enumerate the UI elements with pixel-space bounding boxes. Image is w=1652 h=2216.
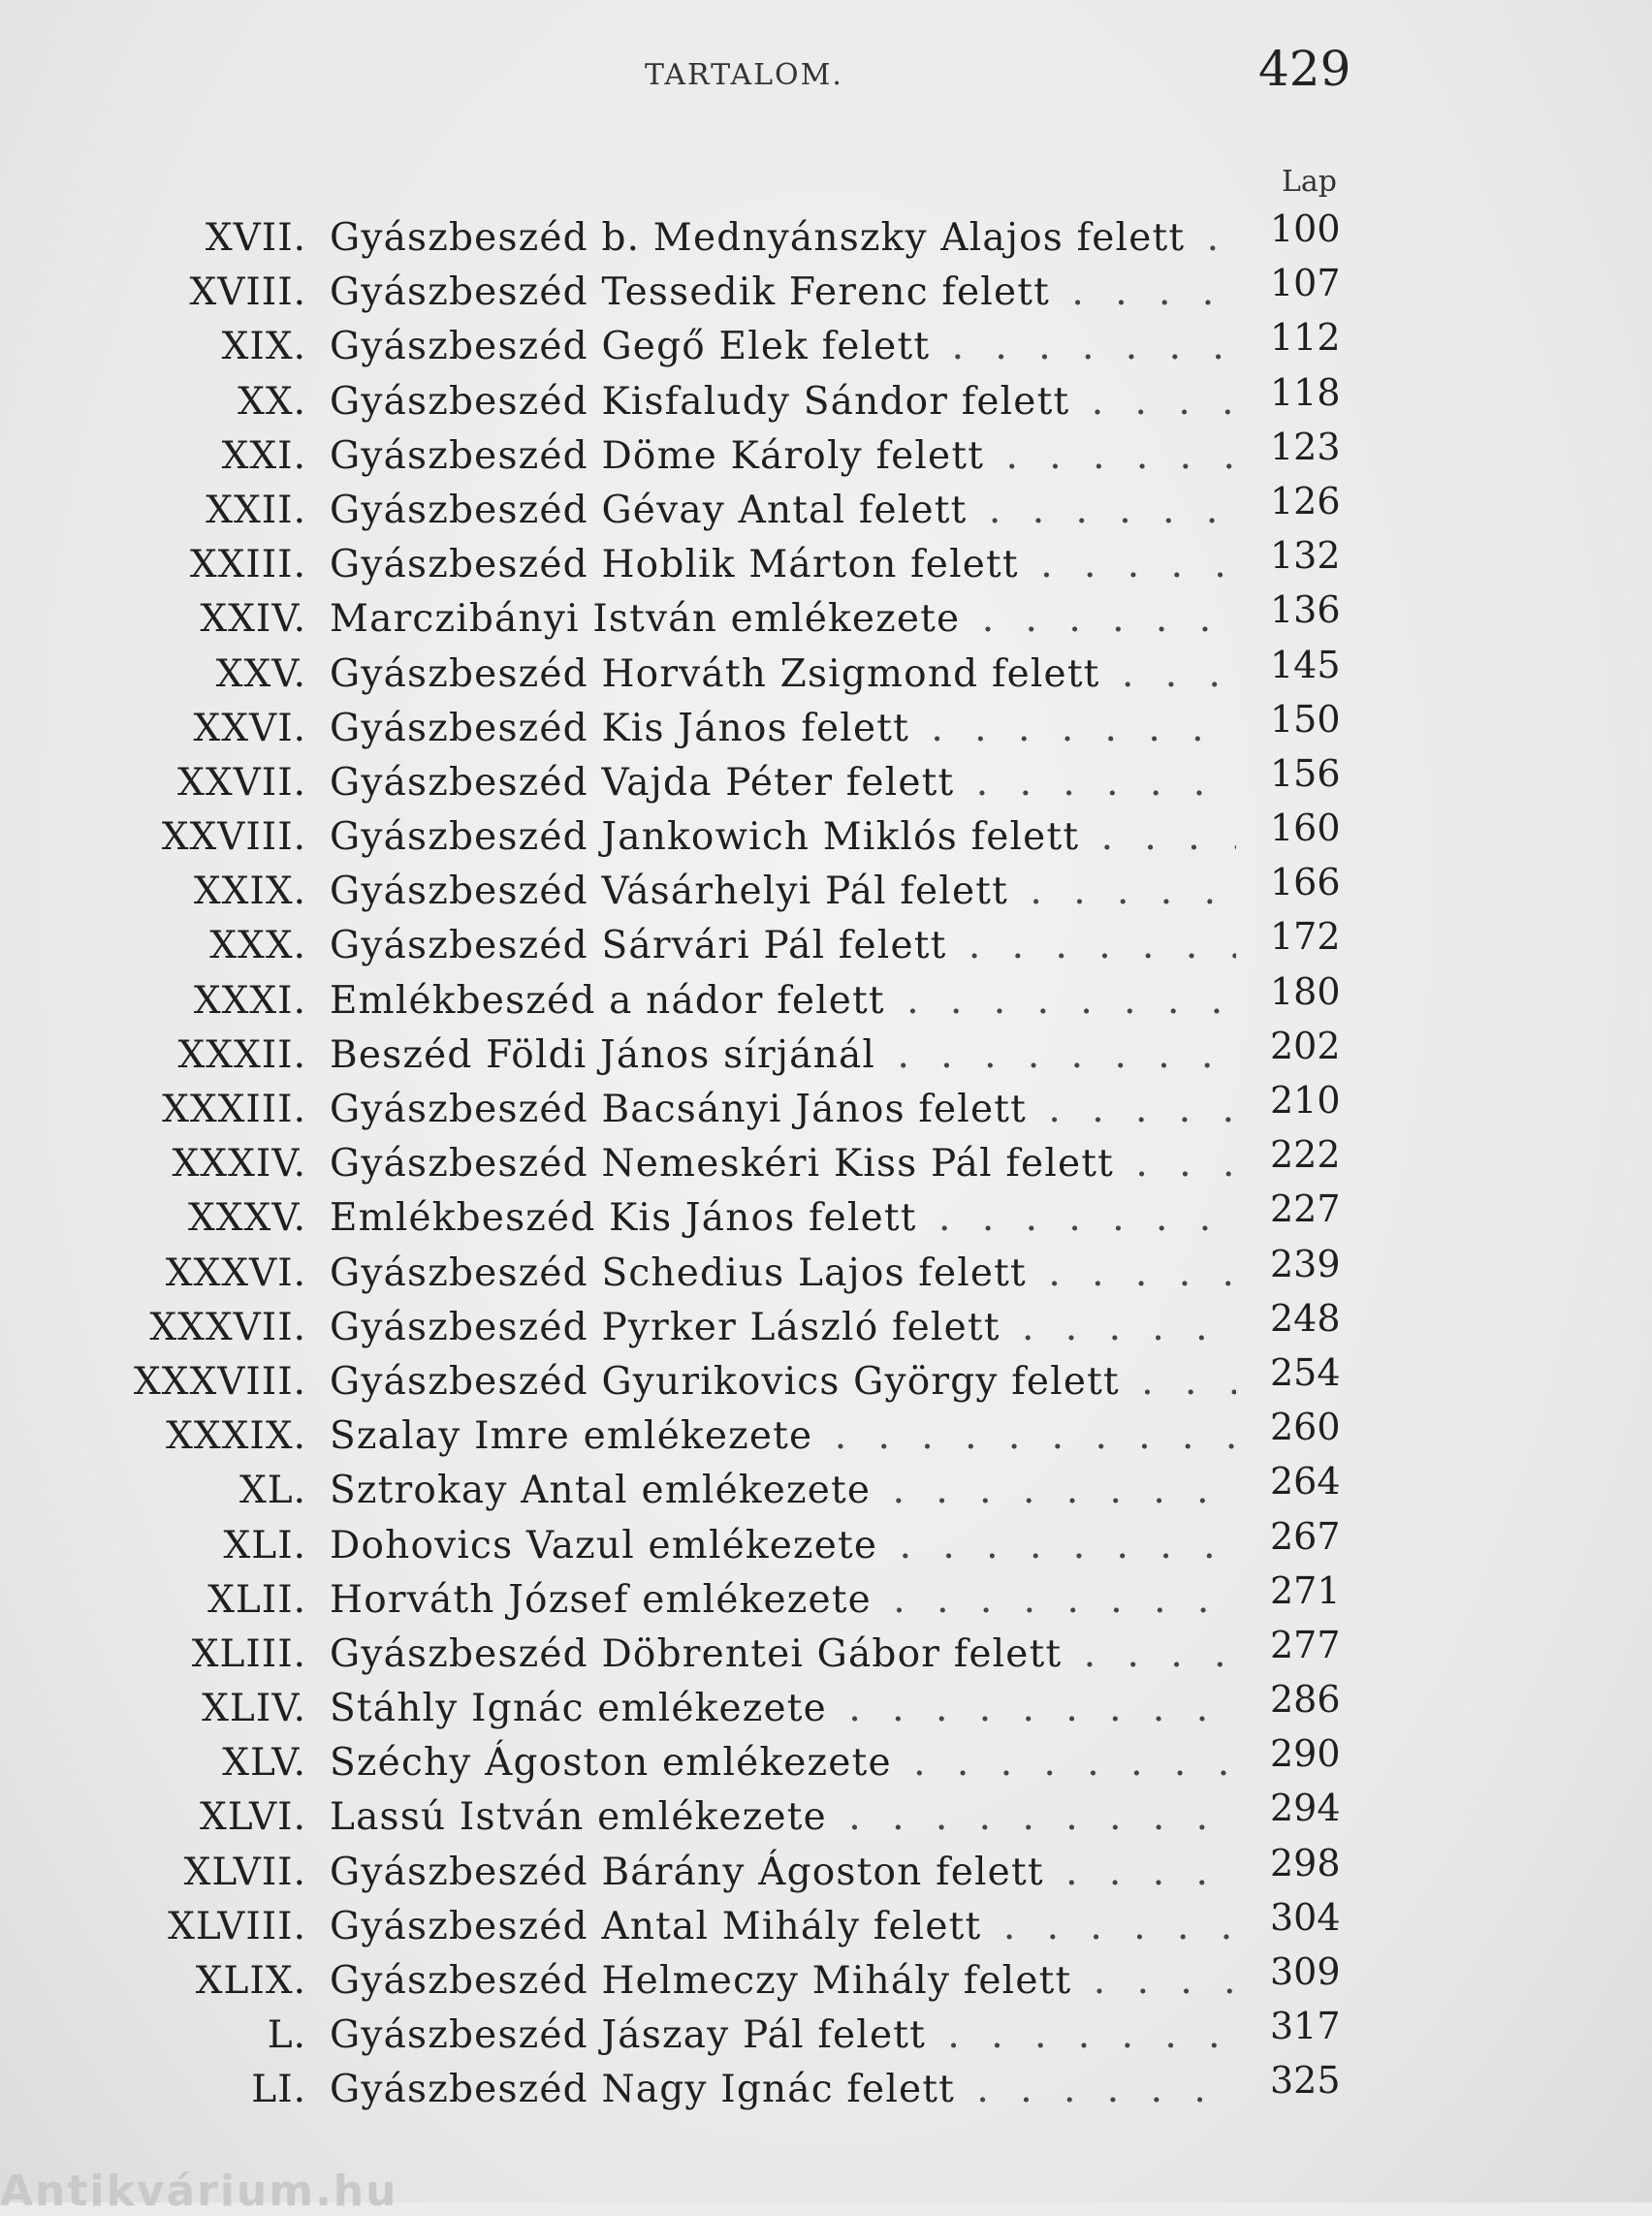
entry-title: Lassú István emlékezete . . . xyxy=(330,1790,1236,1845)
entry-page-number: 248 xyxy=(1270,1296,1341,1340)
entry-title: Gyászbeszéd Bárány Ágoston felett . . . xyxy=(330,1846,1236,1900)
toc-entry xyxy=(0,861,1652,919)
entry-title: Gyászbeszéd Nagy Ignác felett . . . xyxy=(330,2063,1236,2117)
entry-numeral: XXVII. xyxy=(177,760,306,805)
entry-numeral: XXIV. xyxy=(200,597,306,642)
entry-page-number: 118 xyxy=(1270,370,1341,414)
toc-entry xyxy=(0,751,1652,810)
entry-page-number: 210 xyxy=(1270,1079,1341,1122)
entry-numeral: XLII. xyxy=(207,1577,306,1622)
entry-numeral: XXXI. xyxy=(193,978,306,1023)
toc-entry xyxy=(0,1133,1652,1191)
entry-page-number: 100 xyxy=(1270,207,1341,250)
entry-title: Szalay Imre emlékezete . . . xyxy=(330,1409,1236,1464)
entry-page-number: 172 xyxy=(1270,915,1341,959)
toc-entry xyxy=(0,479,1652,538)
toc-entry xyxy=(0,807,1652,865)
entry-numeral: XXX. xyxy=(209,924,306,968)
entry-title: Gyászbeszéd Antal Mihály felett . . . xyxy=(330,1900,1236,1954)
entry-page-number: 145 xyxy=(1270,643,1341,686)
table-of-contents xyxy=(0,207,1652,2118)
toc-entry xyxy=(0,2059,1652,2117)
page-column-label: Lap xyxy=(1282,165,1338,199)
entry-numeral: LI. xyxy=(251,2068,306,2112)
toc-entry xyxy=(0,316,1652,374)
entry-numeral: XX. xyxy=(238,379,306,424)
toc-entry xyxy=(0,1460,1652,1518)
entry-page-number: 126 xyxy=(1270,479,1341,522)
entry-title: Gyászbeszéd Gegő Elek felett . . . xyxy=(330,320,1236,374)
entry-page-number: 298 xyxy=(1270,1841,1341,1884)
entry-numeral: XLIV. xyxy=(202,1687,306,1731)
entry-numeral: XLVII. xyxy=(183,1850,306,1894)
entry-page-number: 160 xyxy=(1270,807,1341,850)
toc-entry xyxy=(0,1895,1652,1954)
toc-entry xyxy=(0,1242,1652,1301)
toc-entry xyxy=(0,207,1652,266)
entry-page-number: 294 xyxy=(1270,1787,1341,1830)
entry-numeral: XXXVII. xyxy=(149,1305,306,1349)
entry-numeral: XVIII. xyxy=(189,270,306,315)
entry-page-number: 202 xyxy=(1270,1024,1341,1067)
toc-entry xyxy=(0,1187,1652,1246)
toc-entry xyxy=(0,1787,1652,1845)
entry-page-number: 222 xyxy=(1270,1133,1341,1177)
entry-page-number: 260 xyxy=(1270,1406,1341,1449)
entry-title: Sztrokay Antal emlékezete . . . xyxy=(330,1464,1236,1518)
entry-page-number: 271 xyxy=(1270,1568,1341,1612)
entry-page-number: 180 xyxy=(1270,969,1341,1013)
entry-page-number: 304 xyxy=(1270,1895,1341,1939)
entry-page-number: 286 xyxy=(1270,1678,1341,1722)
entry-numeral: XLIX. xyxy=(195,1959,306,2003)
toc-entry xyxy=(0,1950,1652,2009)
entry-title: Beszéd Földi János sírjánál . . . xyxy=(330,1029,1236,1083)
entry-title: Gyászbeszéd Kis János felett . . . xyxy=(330,702,1236,756)
entry-page-number: 317 xyxy=(1270,2005,1341,2048)
entry-title: Gyászbeszéd Tessedik Ferenc felett . . . xyxy=(330,266,1236,320)
toc-entry xyxy=(0,534,1652,592)
entry-page-number: 156 xyxy=(1270,751,1341,795)
entry-title: Emlékbeszéd a nádor felett . . . xyxy=(330,974,1236,1029)
entry-numeral: XXVIII. xyxy=(161,815,306,860)
entry-numeral: XXXV. xyxy=(187,1196,306,1241)
entry-title: Horváth József emlékezete . . . xyxy=(330,1573,1236,1628)
entry-title: Gyászbeszéd Pyrker László felett . . . xyxy=(330,1301,1236,1355)
toc-entry xyxy=(0,1568,1652,1628)
entry-title: Gyászbeszéd b. Mednyánszky Alajos felett . . . xyxy=(330,211,1236,266)
entry-title: Gyászbeszéd Schedius Lajos felett . . . xyxy=(330,1247,1236,1301)
entry-page-number: 267 xyxy=(1270,1514,1341,1558)
entry-numeral: XXXVI. xyxy=(165,1250,306,1295)
entry-page-number: 309 xyxy=(1270,1950,1341,1993)
entry-numeral: XXI. xyxy=(221,433,306,478)
entry-title: Marczibányi István emlékezete . . . xyxy=(330,592,1236,647)
toc-entry xyxy=(0,2005,1652,2063)
running-head: TARTALOM. xyxy=(645,58,843,92)
entry-title: Széchy Ágoston emlékezete . . . xyxy=(330,1736,1236,1790)
entry-numeral: XLVIII. xyxy=(168,1904,306,1948)
entry-title: Dohovics Vazul emlékezete . . . xyxy=(330,1519,1236,1573)
toc-entry xyxy=(0,262,1652,320)
watermark: Antikvárium.hu xyxy=(0,2167,398,2216)
page-number: 429 xyxy=(1258,41,1351,97)
toc-entry xyxy=(0,1514,1652,1573)
entry-title: Gyászbeszéd Nemeskéri Kiss Pál felett . . . xyxy=(330,1137,1236,1191)
toc-entry xyxy=(0,969,1652,1029)
entry-numeral: XXIII. xyxy=(189,543,306,587)
toc-entry xyxy=(0,1841,1652,1900)
entry-numeral: L. xyxy=(267,2013,306,2058)
toc-entry xyxy=(0,1024,1652,1083)
entry-title: Gyászbeszéd Bacsányi János felett . . . xyxy=(330,1083,1236,1137)
toc-entry xyxy=(0,643,1652,702)
entry-page-number: 107 xyxy=(1270,262,1341,305)
toc-entry xyxy=(0,915,1652,973)
toc-entry xyxy=(0,370,1652,429)
toc-entry xyxy=(0,1350,1652,1409)
toc-entry xyxy=(0,1406,1652,1464)
entry-numeral: XXIX. xyxy=(193,870,306,914)
entry-page-number: 227 xyxy=(1270,1187,1341,1231)
entry-title: Gyászbeszéd Gyurikovics György felett . . . xyxy=(330,1355,1236,1409)
entry-numeral: XXVI. xyxy=(193,706,306,750)
entry-numeral: XXII. xyxy=(206,488,306,532)
entry-title: Gyászbeszéd Hoblik Márton felett . . . xyxy=(330,538,1236,592)
entry-title: Gyászbeszéd Gévay Antal felett . . . xyxy=(330,484,1236,538)
entry-numeral: XXXIV. xyxy=(172,1142,306,1187)
toc-entry xyxy=(0,697,1652,756)
entry-numeral: XLIII. xyxy=(191,1631,306,1676)
entry-title: Stáhly Ignác emlékezete . . . xyxy=(330,1682,1236,1736)
entry-numeral: XXXIII. xyxy=(162,1088,306,1131)
toc-entry xyxy=(0,425,1652,484)
toc-entry xyxy=(0,1296,1652,1355)
entry-numeral: XXXVIII. xyxy=(133,1359,306,1404)
entry-title: Gyászbeszéd Horváth Zsigmond felett . . . xyxy=(330,648,1236,702)
entry-title: Gyászbeszéd Jászay Pál felett . . . xyxy=(330,2009,1236,2063)
entry-page-number: 132 xyxy=(1270,534,1341,578)
entry-page-number: 239 xyxy=(1270,1242,1341,1285)
entry-title: Gyászbeszéd Kisfaludy Sándor felett . . . xyxy=(330,375,1236,429)
entry-page-number: 254 xyxy=(1270,1350,1341,1394)
entry-title: Gyászbeszéd Döme Károly felett . . . xyxy=(330,429,1236,484)
entry-numeral: XXXIX. xyxy=(166,1414,306,1459)
entry-page-number: 290 xyxy=(1270,1732,1341,1776)
entry-numeral: XXV. xyxy=(215,651,306,696)
entry-title: Gyászbeszéd Helmeczy Mihály felett . . . xyxy=(330,1954,1236,2009)
entry-page-number: 264 xyxy=(1270,1460,1341,1504)
entry-page-number: 325 xyxy=(1270,2059,1341,2103)
entry-numeral: XIX. xyxy=(221,325,306,369)
entry-page-number: 123 xyxy=(1270,425,1341,468)
toc-entry xyxy=(0,1079,1652,1137)
entry-page-number: 277 xyxy=(1270,1623,1341,1666)
entry-page-number: 136 xyxy=(1270,588,1341,632)
entry-title: Gyászbeszéd Jankowich Miklós felett . . . xyxy=(330,810,1236,865)
entry-title: Gyászbeszéd Vajda Péter felett . . . xyxy=(330,756,1236,810)
entry-numeral: XL. xyxy=(238,1469,306,1513)
entry-title: Gyászbeszéd Vásárhelyi Pál felett . . . xyxy=(330,865,1236,919)
entry-page-number: 112 xyxy=(1270,316,1341,360)
toc-entry xyxy=(0,588,1652,647)
entry-page-number: 150 xyxy=(1270,697,1341,741)
entry-numeral: XLVI. xyxy=(199,1795,306,1840)
toc-entry xyxy=(0,1623,1652,1682)
entry-page-number: 166 xyxy=(1270,861,1341,904)
entry-numeral: XVII. xyxy=(205,216,306,260)
entry-numeral: XLV. xyxy=(222,1741,306,1786)
entry-title: Gyászbeszéd Sárvári Pál felett . . . xyxy=(330,919,1236,973)
toc-entry xyxy=(0,1732,1652,1790)
entry-numeral: XLI. xyxy=(223,1523,306,1567)
entry-title: Gyászbeszéd Döbrentei Gábor felett . . . xyxy=(330,1628,1236,1682)
entry-title: Emlékbeszéd Kis János felett . . . xyxy=(330,1191,1236,1246)
entry-numeral: XXXII. xyxy=(177,1032,306,1077)
toc-entry xyxy=(0,1678,1652,1736)
